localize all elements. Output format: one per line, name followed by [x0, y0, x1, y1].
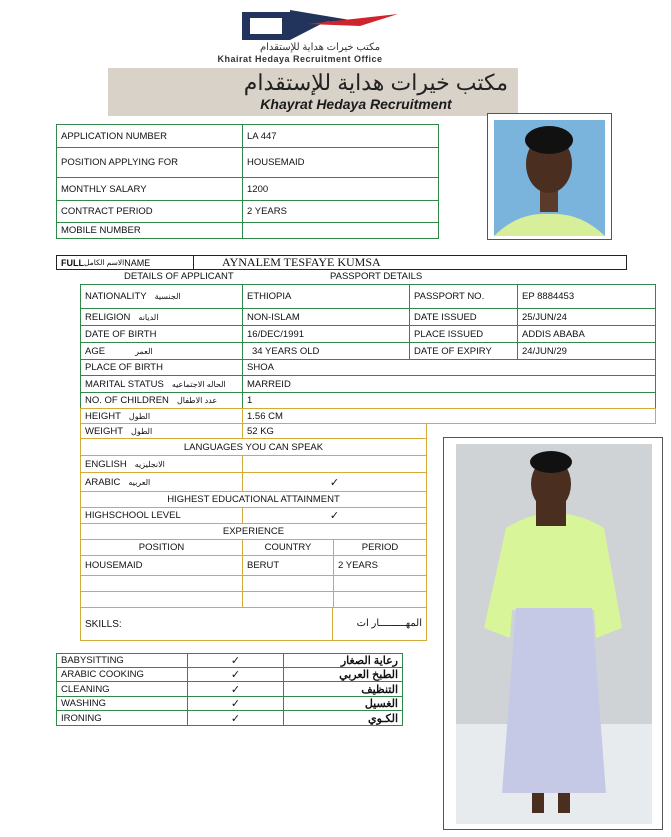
- dob-label-en: DATE OF BIRTH: [85, 328, 157, 340]
- education-title: HIGHEST EDUCATIONAL ATTAINMENT: [80, 491, 427, 508]
- children-label-ar: عدد الاطفال: [176, 396, 218, 405]
- contract-value: 2 YEARS: [242, 200, 439, 223]
- experience-empty-cell: [80, 575, 243, 592]
- expiry-value: 24/JUN/29: [517, 342, 656, 360]
- nationality-label-ar: الجنسية: [154, 292, 181, 301]
- nationality-label: [80, 284, 243, 309]
- marital-value: MARREID: [242, 375, 656, 393]
- company-logo: [150, 4, 450, 64]
- weight-label-en: WEIGHT: [85, 425, 123, 437]
- mobile-label: MOBILE NUMBER: [56, 222, 243, 239]
- position-value: HOUSEMAID: [242, 147, 439, 178]
- languages-title: LANGUAGES YOU CAN SPEAK: [80, 438, 427, 456]
- skill-label: IRONING: [56, 710, 188, 726]
- skills-block-arabic: المهـــــــــار ات: [332, 607, 427, 641]
- children-label: [80, 392, 243, 409]
- contract-label: CONTRACT PERIOD: [56, 200, 243, 223]
- skill-label: WASHING: [56, 696, 188, 711]
- age-value: 34 YEARS OLD: [242, 342, 410, 360]
- passport-section-title: PASSPORT DETAILS: [330, 271, 423, 282]
- details-section-title: DETAILS OF APPLICANT: [124, 271, 234, 282]
- age-label-en: AGE: [85, 345, 106, 357]
- application-label: APPLICATION NUMBER: [56, 124, 243, 148]
- language-english-ar: الانجليزيه: [134, 459, 165, 469]
- portrait-image: [488, 114, 611, 239]
- experience-empty-cell: [242, 575, 334, 592]
- skill-arabic: الطبخ العربي: [283, 667, 403, 682]
- language-arabic-en: ARABIC: [85, 476, 121, 488]
- place-issued-value: ADDIS ABABA: [517, 325, 656, 343]
- skill-label: CLEANING: [56, 681, 188, 697]
- children-value: 1: [242, 392, 656, 409]
- experience-header-position: POSITION: [80, 539, 243, 556]
- passport-no-label: PASSPORT NO.: [409, 284, 518, 309]
- skill-check: ✓: [187, 710, 284, 726]
- portrait-photo: [487, 113, 612, 240]
- weight-label: [80, 423, 243, 439]
- skill-label: ARABIC COOKING: [56, 667, 188, 682]
- skill-check: ✓: [187, 696, 284, 711]
- skill-label: BABYSITTING: [56, 653, 188, 668]
- full-body-image: [444, 438, 662, 829]
- banner-arabic-text: مكتب خيرات هداية للإستقدام: [243, 70, 508, 95]
- age-label: [80, 342, 243, 360]
- experience-empty-cell: [333, 575, 427, 592]
- skills-block-label: SKILLS:: [80, 607, 333, 641]
- experience-empty-cell: [333, 591, 427, 608]
- language-arabic-label: [80, 472, 243, 492]
- dob-value: 16/DEC/1991: [242, 325, 410, 343]
- logo-arabic-text: مكتب خيرات هداية للإستقدام: [259, 42, 381, 53]
- language-arabic-ar: العربيه: [128, 477, 151, 487]
- experience-title: EXPERIENCE: [80, 523, 427, 540]
- education-level: HIGHSCHOOL LEVEL: [80, 507, 243, 524]
- height-label-en: HEIGHT: [85, 410, 121, 422]
- header-banner: [108, 68, 518, 116]
- language-arabic-check: ✓: [242, 472, 427, 492]
- full-body-photo: [443, 437, 663, 830]
- fullname-label-arabic: الاسم الكامل: [84, 258, 125, 267]
- fullname-label: [56, 255, 194, 270]
- marital-label-ar: الحاله الاجتماعيه: [171, 379, 226, 389]
- fullname-label-suffix: NAME: [124, 257, 151, 268]
- weight-value: 52 KG: [242, 423, 427, 439]
- religion-value: NON-ISLAM: [242, 308, 410, 326]
- religion-label: [80, 308, 243, 326]
- logo-english-text: Khairat Hedaya Recruitment Office: [217, 54, 383, 64]
- experience-country: BERUT: [242, 555, 334, 576]
- fullname-label-prefix: FULL: [61, 257, 84, 268]
- height-value: 1.56 CM: [242, 408, 656, 424]
- skill-arabic: الكـوي: [283, 710, 403, 726]
- height-label-ar: الطول: [128, 411, 151, 421]
- height-label: [80, 408, 243, 424]
- language-english-en: ENGLISH: [85, 458, 127, 470]
- religion-label-ar: الديانه: [138, 312, 159, 322]
- marital-label: [80, 375, 243, 393]
- marital-label-en: MARITAL STATUS: [85, 378, 164, 390]
- language-english-label: [80, 455, 243, 473]
- language-english-check: [242, 455, 427, 473]
- dob-label: [80, 325, 243, 343]
- position-label: POSITION APPLYING FOR: [56, 147, 243, 178]
- experience-header-period: PERIOD: [333, 539, 427, 556]
- nationality-label-en: NATIONALITY: [85, 291, 147, 302]
- skill-arabic: الغسيل: [283, 696, 403, 711]
- place-issued-label: PLACE ISSUED: [409, 325, 518, 343]
- expiry-label: DATE OF EXPIRY: [409, 342, 518, 360]
- skill-arabic: رعاية الصغار: [283, 653, 403, 668]
- place-of-birth-value: SHOA: [242, 359, 656, 376]
- salary-value: 1200: [242, 177, 439, 201]
- place-of-birth-label-en: PLACE OF BIRTH: [85, 362, 163, 373]
- skill-check: ✓: [187, 681, 284, 697]
- skill-check: ✓: [187, 653, 284, 668]
- banner-english-text: Khayrat Hedaya Recruitment: [260, 96, 452, 112]
- passport-no-value: EP 8884453: [517, 284, 656, 309]
- children-label-en: NO. OF CHILDREN: [85, 395, 169, 406]
- experience-empty-cell: [80, 591, 243, 608]
- education-check: ✓: [242, 507, 427, 524]
- nationality-value: ETHIOPIA: [242, 284, 410, 309]
- logo-emblem-icon: [230, 6, 400, 42]
- experience-period: 2 YEARS: [333, 555, 427, 576]
- weight-label-ar: الطول: [131, 426, 153, 436]
- skill-arabic: التنظيف: [283, 681, 403, 697]
- date-issued-value: 25/JUN/24: [517, 308, 656, 326]
- application-value: LA 447: [242, 124, 439, 148]
- experience-header-country: COUNTRY: [242, 539, 334, 556]
- salary-label: MONTHLY SALARY: [56, 177, 243, 201]
- date-issued-label: DATE ISSUED: [409, 308, 518, 326]
- skill-check: ✓: [187, 667, 284, 682]
- place-of-birth-label: [80, 359, 243, 376]
- experience-empty-cell: [242, 591, 334, 608]
- mobile-value: [242, 222, 439, 239]
- religion-label-en: RELIGION: [85, 311, 131, 323]
- fullname-value: AYNALEM TESFAYE KUMSA: [193, 255, 627, 270]
- experience-position: HOUSEMAID: [80, 555, 243, 576]
- age-label-ar: العمر: [135, 346, 153, 356]
